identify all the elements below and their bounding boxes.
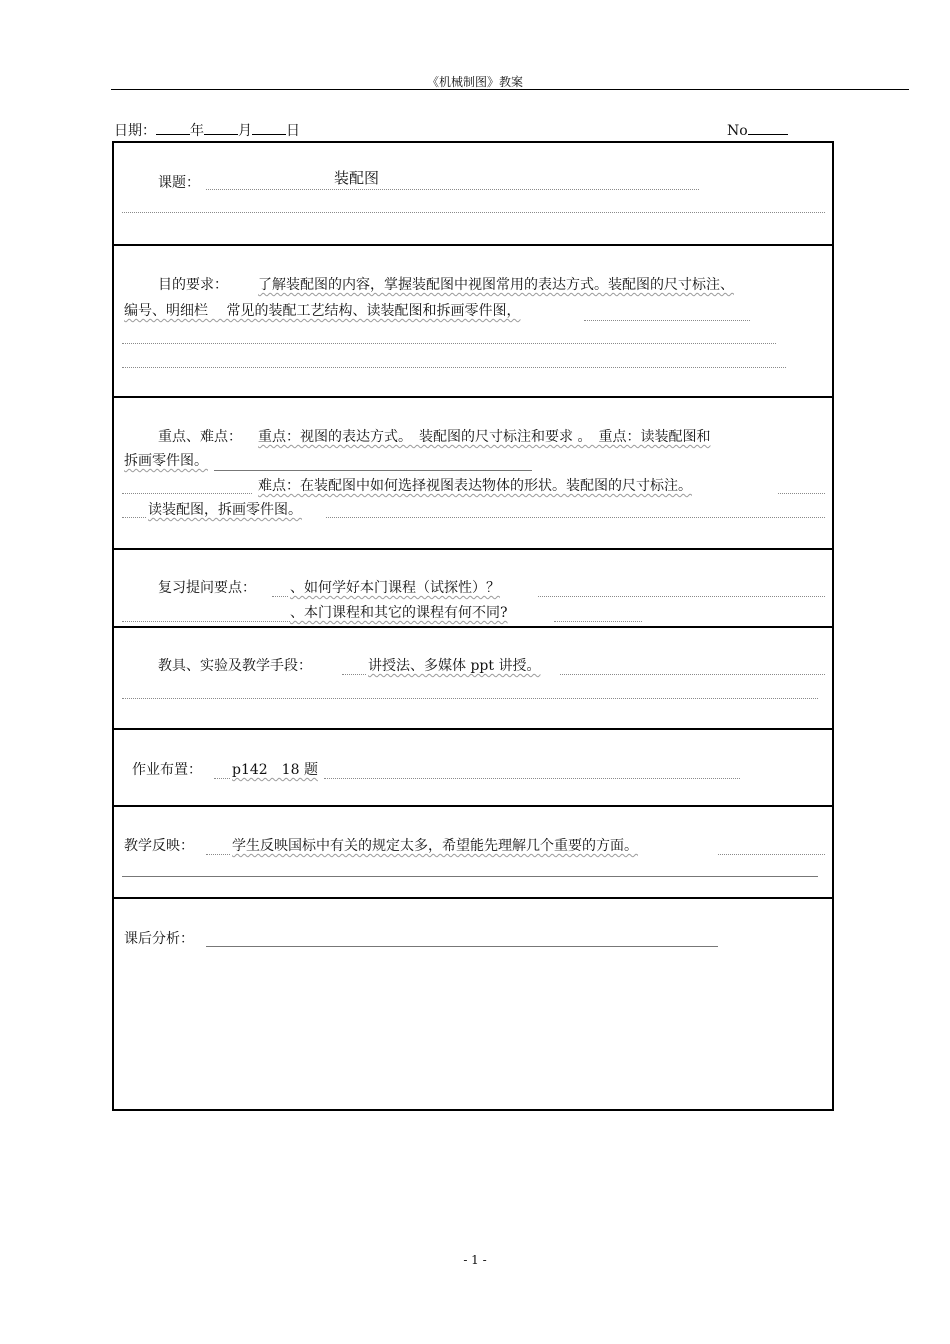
topic-extra-line xyxy=(122,212,825,213)
review-label: 复习提问要点： xyxy=(158,580,256,596)
homework-section xyxy=(114,730,832,807)
review-line-1-fill xyxy=(538,596,825,597)
key-points-section xyxy=(114,398,832,550)
review-section xyxy=(114,550,832,628)
key-points-line-2: 拆画零件图。 xyxy=(124,453,208,469)
homework-value-fill xyxy=(324,778,740,779)
topic-value: 装配图 xyxy=(334,169,380,187)
review-line-1-lead xyxy=(272,596,288,597)
page-number: - 1 - xyxy=(463,1253,487,1267)
tools-value-lead xyxy=(342,674,366,675)
feedback-label: 教学反映： xyxy=(124,838,194,854)
objective-blank-line-2 xyxy=(122,367,786,368)
no-blank[interactable] xyxy=(748,120,788,135)
analysis-label: 课后分析： xyxy=(124,931,194,947)
tools-value-fill xyxy=(560,674,825,675)
feedback-value: 学生反映国标中有关的规定太多，希望能先理解几个重要的方面。 xyxy=(232,838,638,854)
key-points-line-1: 重点：视图的表达方式。 装配图的尺寸标注和要求 。 重点：读装配图和 xyxy=(258,429,711,445)
tools-label: 教具、实验及教学手段： xyxy=(158,658,312,674)
feedback-section xyxy=(114,807,832,899)
key-points-label: 重点、难点： xyxy=(158,429,242,445)
key-points-line-3-fill xyxy=(778,493,825,494)
review-line-2-fill xyxy=(554,621,642,622)
homework-label: 作业布置： xyxy=(132,762,202,778)
header-rule xyxy=(111,89,909,90)
lesson-plan-table xyxy=(112,141,834,1111)
no-label: No xyxy=(727,123,748,139)
objective-blank-line-1 xyxy=(122,343,776,344)
objective-section xyxy=(114,246,832,398)
objective-line-2: 编号、明细栏 常见的装配工艺结构、读装配图和拆画零件图， xyxy=(124,303,521,319)
objective-label: 目的要求： xyxy=(158,277,228,293)
key-points-line-4-lead xyxy=(122,517,146,518)
key-points-line-2-fill xyxy=(214,470,532,471)
key-points-line-4-fill xyxy=(326,517,825,518)
year-label: 年 xyxy=(190,123,204,139)
topic-section xyxy=(114,143,832,246)
analysis-blank-line[interactable] xyxy=(206,946,718,947)
feedback-blank-line xyxy=(122,876,818,877)
number-row xyxy=(727,120,788,139)
objective-line-1: 了解装配图的内容，掌握装配图中视图常用的表达方式。装配图的尺寸标注、 xyxy=(258,277,734,293)
topic-underline xyxy=(206,189,699,190)
key-points-line-3-lead xyxy=(122,493,252,494)
document-header-title: 《机械制图》教案 xyxy=(426,75,523,89)
tools-blank-line xyxy=(122,698,818,699)
day-blank[interactable] xyxy=(252,120,286,135)
review-line-2: 、本门课程和其它的课程有何不同? xyxy=(290,605,508,621)
objective-line-2-fill xyxy=(584,320,750,321)
homework-value: p142 18 题 xyxy=(232,762,318,778)
key-points-line-3: 难点：在装配图中如何选择视图表达物体的形状。装配图的尺寸标注。 xyxy=(258,478,692,494)
review-line-2-lead xyxy=(122,621,290,622)
tools-section xyxy=(114,628,832,730)
feedback-value-lead xyxy=(206,854,230,855)
date-row xyxy=(114,120,300,140)
analysis-section xyxy=(114,899,832,1109)
key-points-line-4: 读装配图，拆画零件图。 xyxy=(148,502,302,518)
month-blank[interactable] xyxy=(204,120,238,135)
month-label: 月 xyxy=(238,123,252,139)
day-label: 日 xyxy=(286,123,300,139)
date-label: 日期： xyxy=(114,123,156,139)
year-blank[interactable] xyxy=(156,120,190,135)
tools-value: 讲授法、多媒体 ppt 讲授。 xyxy=(368,658,541,674)
feedback-value-fill xyxy=(718,854,825,855)
homework-value-lead xyxy=(214,778,230,779)
review-line-1: 、如何学好本门课程（试探性）？ xyxy=(290,580,500,596)
topic-label: 课题： xyxy=(158,175,200,191)
